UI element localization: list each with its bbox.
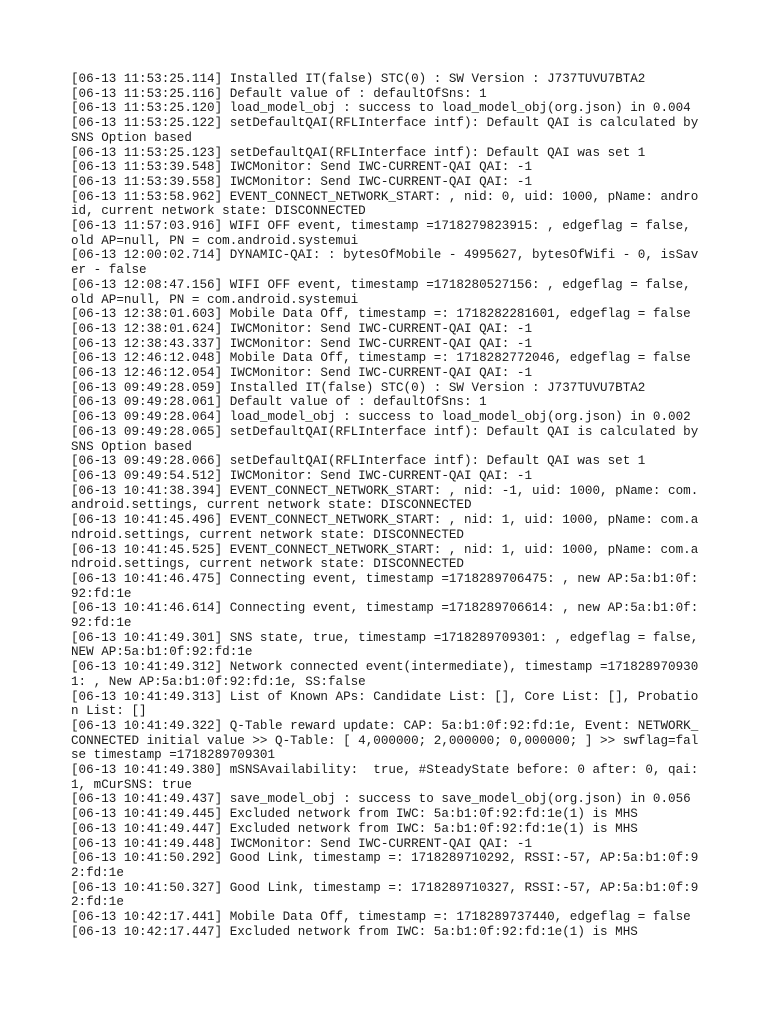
log-line: [06-13 09:49:54.512] IWCMonitor: Send IWC-CURRENT-QAI QAI: -1 xyxy=(71,468,533,483)
log-line: [06-13 12:38:01.603] Mobile Data Off, timestamp =: 1718282281601, edgeflag = false xyxy=(71,307,691,322)
log-line: [06-13 10:41:49.301] SNS state, true, timestamp =1718289709301: , edgeflag = false, NEW AP:5a:b1:0f:92:fd:1e xyxy=(71,630,706,660)
log-line: [06-13 10:41:49.380] mSNSAvailability: true, #SteadyState before: 0 after: 0, qai: 1, mCurSNS: true xyxy=(71,763,706,792)
log-line: [06-13 12:46:12.054] IWCMonitor: Send IWC-CURRENT-QAI QAI: -1 xyxy=(71,366,533,381)
log-document xyxy=(71,72,706,939)
log-line: [06-13 11:53:25.120] load_model_obj : success to load_model_obj(org.json) in 0.004 xyxy=(71,101,691,116)
log-line: [06-13 11:53:39.548] IWCMonitor: Send IWC-CURRENT-QAI QAI: -1 xyxy=(71,160,533,175)
log-line: [06-13 10:41:38.394] EVENT_CONNECT_NETWORK_START: , nid: -1, uid: 1000, pName: com.android.settings, current network state: DISCONNECTED xyxy=(71,483,699,513)
log-line: [06-13 10:41:45.496] EVENT_CONNECT_NETWORK_START: , nid: 1, uid: 1000, pName: com.android.settings, current network state: DISCONNECTED xyxy=(71,513,699,542)
log-line: [06-13 09:49:28.064] load_model_obj : success to load_model_obj(org.json) in 0.002 xyxy=(71,410,691,425)
log-line: [06-13 10:41:49.448] IWCMonitor: Send IWC-CURRENT-QAI QAI: -1 xyxy=(71,836,533,851)
log-line: [06-13 10:41:50.292] Good Link, timestamp =: 1718289710292, RSSI:-57, AP:5a:b1:0f:92:fd:1e xyxy=(71,851,699,880)
log-line: [06-13 12:00:02.714] DYNAMIC-QAI: : bytesOfMobile - 4995627, bytesOfWifi - 0, isSaver - false xyxy=(71,248,699,278)
log-line: [06-13 09:49:28.059] Installed IT(false) STC(0) : SW Version : J737TUVU7BTA2 xyxy=(71,380,646,395)
log-line: [06-13 12:38:43.337] IWCMonitor: Send IWC-CURRENT-QAI QAI: -1 xyxy=(71,336,533,351)
log-line: [06-13 10:41:49.313] List of Known APs: Candidate List: [], Core List: [], Probation List: [] xyxy=(71,689,699,719)
log-line: [06-13 12:46:12.048] Mobile Data Off, timestamp =: 1718282772046, edgeflag = false xyxy=(71,351,691,366)
log-line: [06-13 10:42:17.447] Excluded network from IWC: 5a:b1:0f:92:fd:1e(1) is MHS xyxy=(71,924,638,939)
log-line: [06-13 10:41:46.475] Connecting event, timestamp =1718289706475: , new AP:5a:b1:0f:92:fd:1e xyxy=(71,571,699,601)
log-line: [06-13 10:41:45.525] EVENT_CONNECT_NETWORK_START: , nid: 1, uid: 1000, pName: com.android.settings, current network state: DISCONNECTED xyxy=(71,542,699,572)
log-line: [06-13 09:49:28.061] Default value of : defaultOfSns: 1 xyxy=(71,395,487,410)
log-line: [06-13 11:53:25.116] Default value of : defaultOfSns: 1 xyxy=(71,86,487,101)
log-line: [06-13 10:41:49.437] save_model_obj : success to save_model_obj(org.json) in 0.056 xyxy=(71,792,691,807)
log-line: [06-13 11:53:58.962] EVENT_CONNECT_NETWORK_START: , nid: 0, uid: 1000, pName: android, current network state: DISCONNECTED xyxy=(71,189,699,219)
log-line: [06-13 11:53:39.558] IWCMonitor: Send IWC-CURRENT-QAI QAI: -1 xyxy=(71,174,533,189)
log-line: [06-13 10:42:17.441] Mobile Data Off, timestamp =: 1718289737440, edgeflag = false xyxy=(71,910,691,925)
log-line: [06-13 12:08:47.156] WIFI OFF event, timestamp =1718280527156: , edgeflag = false, old AP=null, PN = com.android.systemui xyxy=(71,277,699,307)
log-line: [06-13 12:38:01.624] IWCMonitor: Send IWC-CURRENT-QAI QAI: -1 xyxy=(71,321,533,336)
log-line: [06-13 10:41:50.327] Good Link, timestamp =: 1718289710327, RSSI:-57, AP:5a:b1:0f:92:fd:1e xyxy=(71,880,699,910)
log-line: [06-13 11:53:25.122] setDefaultQAI(RFLInterface intf): Default QAI is calculated by SNS Option based xyxy=(71,116,706,145)
log-line: [06-13 10:41:49.445] Excluded network from IWC: 5a:b1:0f:92:fd:1e(1) is MHS xyxy=(71,807,638,822)
log-line: [06-13 10:41:49.447] Excluded network from IWC: 5a:b1:0f:92:fd:1e(1) is MHS xyxy=(71,821,638,836)
log-line: [06-13 09:49:28.065] setDefaultQAI(RFLInterface intf): Default QAI is calculated by SNS Option based xyxy=(71,424,706,454)
log-line: [06-13 10:41:46.614] Connecting event, timestamp =1718289706614: , new AP:5a:b1:0f:92:fd:1e xyxy=(71,601,699,631)
log-line: [06-13 09:49:28.066] setDefaultQAI(RFLInterface intf): Default QAI was set 1 xyxy=(71,454,646,469)
log-line: [06-13 11:53:25.123] setDefaultQAI(RFLInterface intf): Default QAI was set 1 xyxy=(71,145,646,160)
log-line: [06-13 10:41:49.322] Q-Table reward update: CAP: 5a:b1:0f:92:fd:1e, Event: NETWORK_CONNECTED initial value >> Q-Table: [ 4,000000; 2,000000; 0,000000; ] >> swflag=false timestamp =1718289709301 xyxy=(71,718,699,763)
log-line: [06-13 11:57:03.916] WIFI OFF event, timestamp =1718279823915: , edgeflag = false, old AP=null, PN = com.android.systemui xyxy=(71,219,699,248)
log-line: [06-13 11:53:25.114] Installed IT(false) STC(0) : SW Version : J737TUVU7BTA2 xyxy=(71,72,646,86)
log-line: [06-13 10:41:49.312] Network connected event(intermediate), timestamp =1718289709301: , New AP:5a:b1:0f:92:fd:1e, SS:false xyxy=(71,660,699,689)
